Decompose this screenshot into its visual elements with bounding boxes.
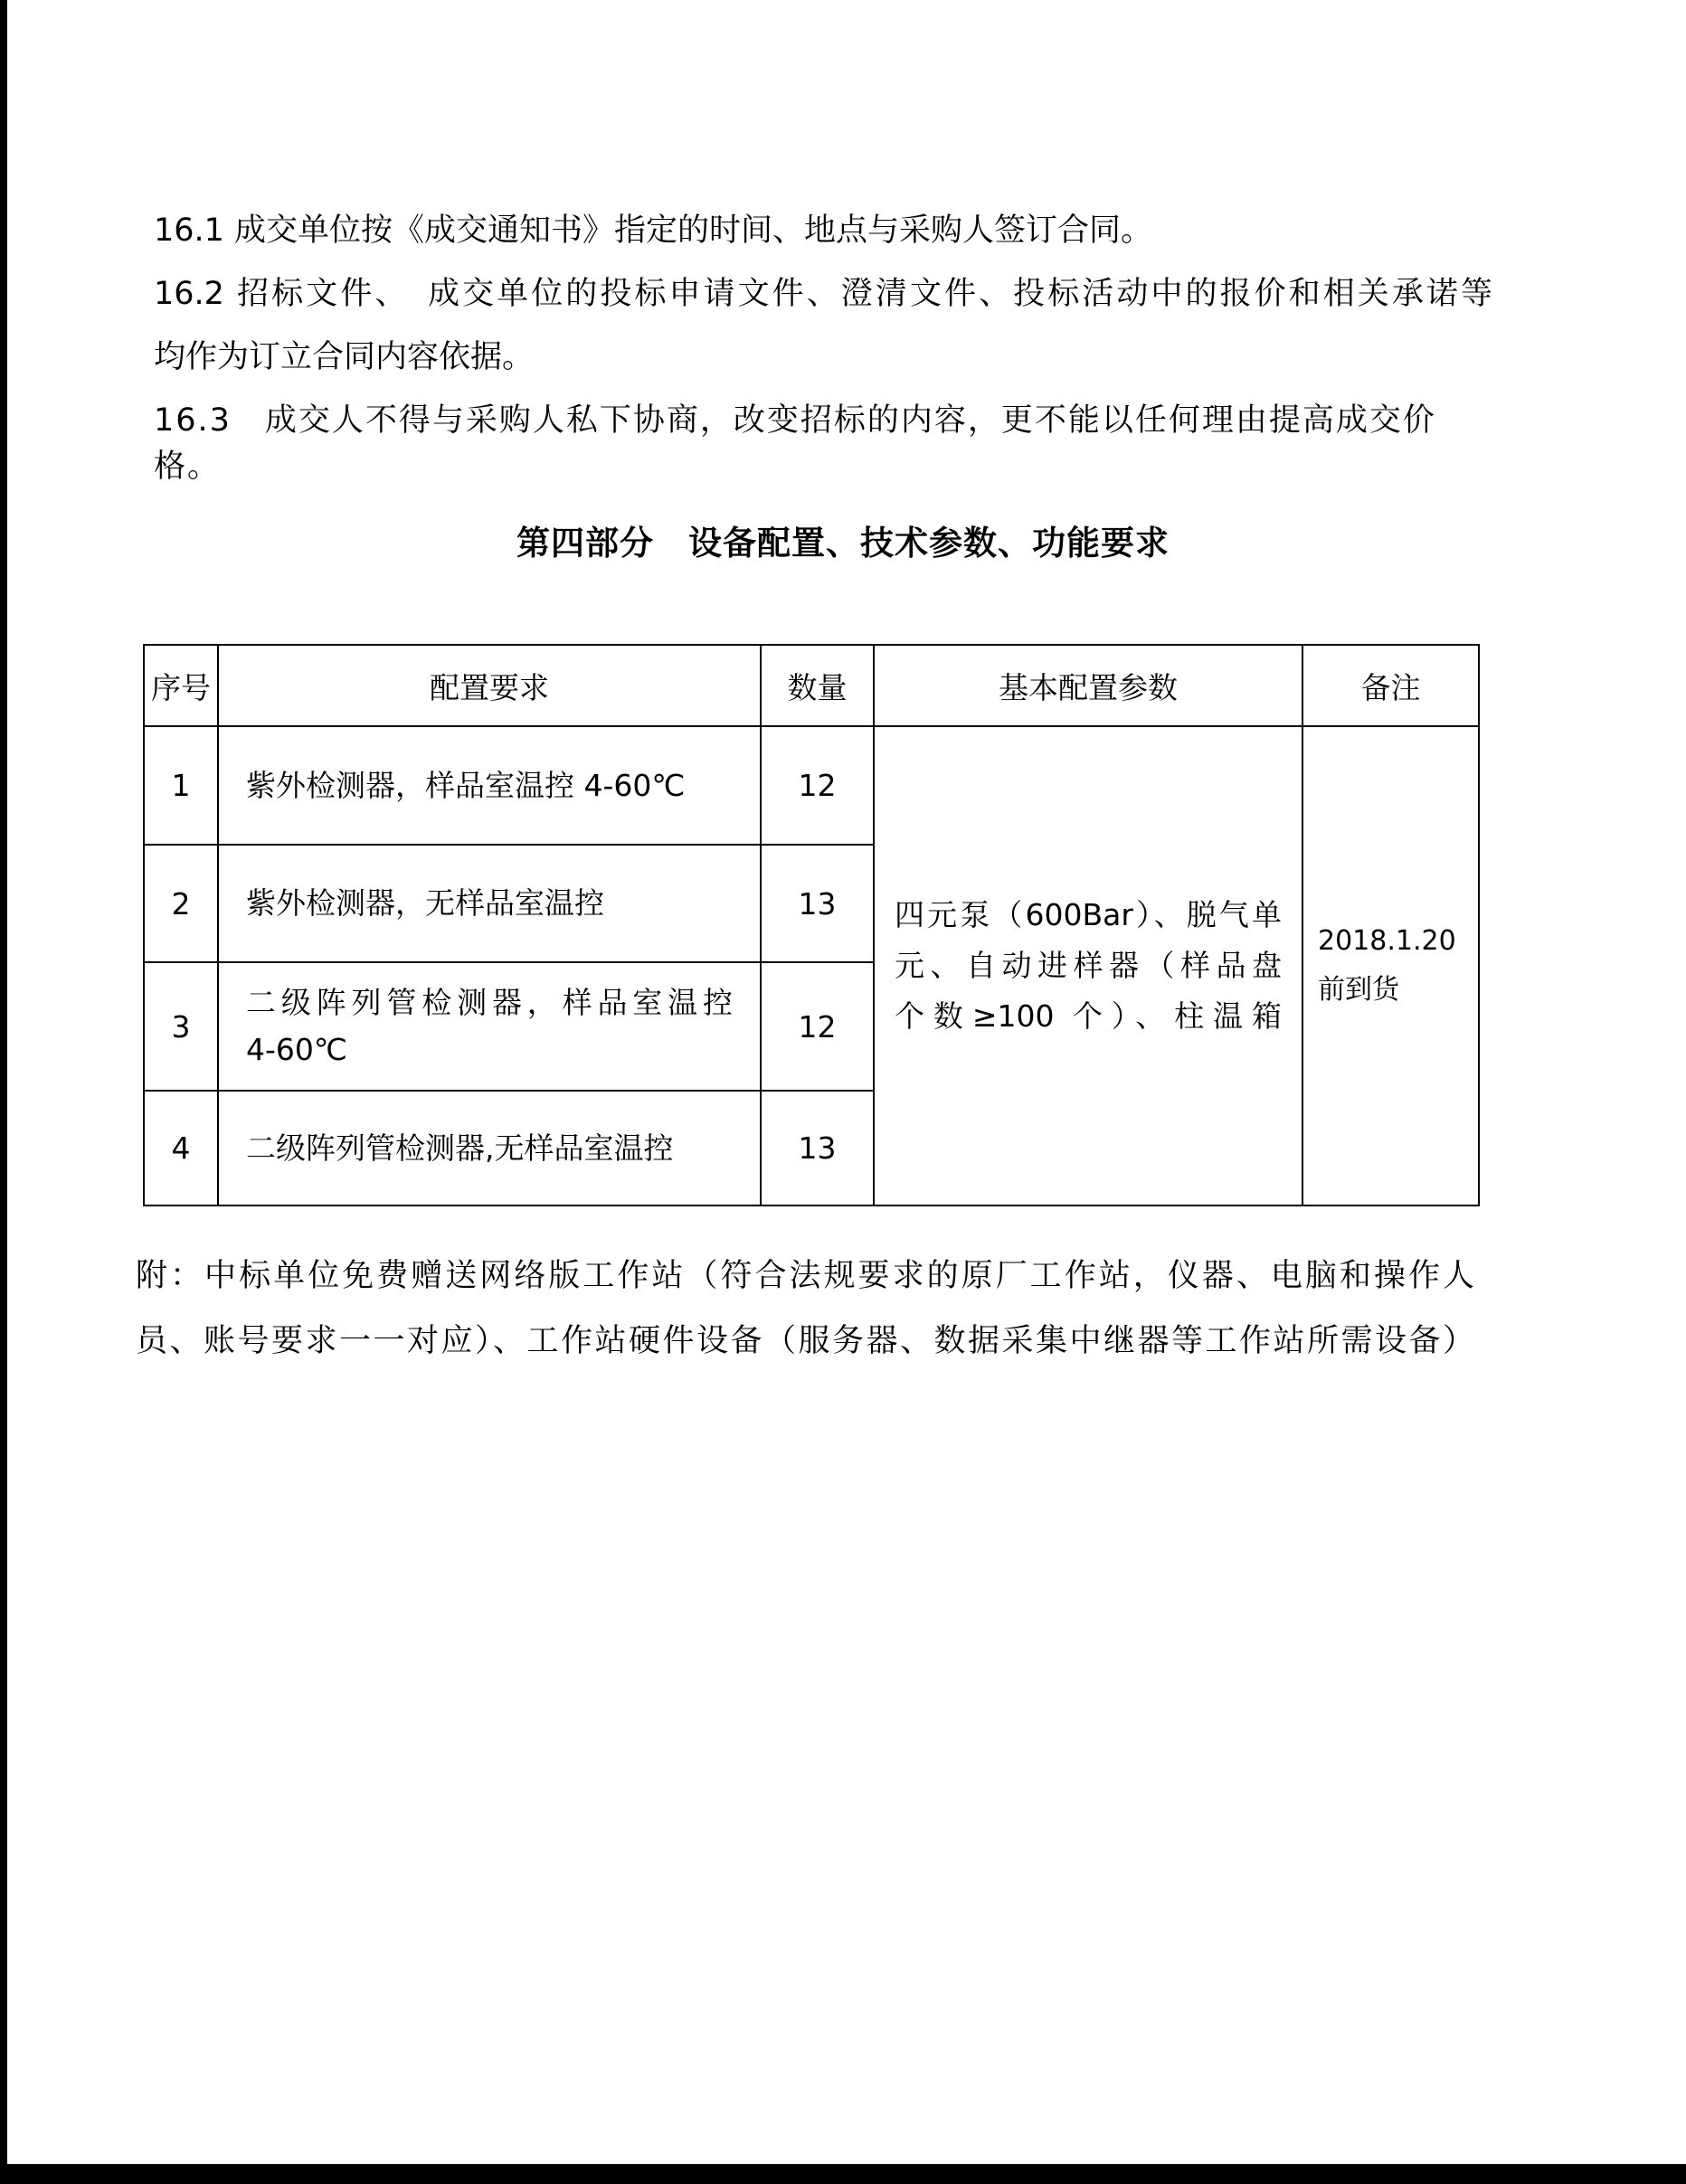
row1-no: 1	[144, 726, 218, 845]
row2-config-text: 紫外检测器，无样品室温控	[246, 885, 604, 921]
row3-config	[218, 962, 761, 1091]
params-line-3: 个数≥100 个）、柱温箱	[895, 998, 1282, 1034]
appendix-note-line-2: 员、账号要求一一对应）、工作站硬件设备（服务器、数据采集中继器等工作站所需设备）	[136, 1323, 1474, 1359]
row3-config-line-2: 4-60℃	[246, 1032, 347, 1067]
row2-config	[218, 845, 761, 962]
clause-16-1: 16.1 成交单位按《成交通知书》指定的时间、地点与采购人签订合同。	[154, 213, 1153, 249]
col-header-qty: 数量	[761, 645, 874, 726]
row2-no: 2	[144, 845, 218, 962]
row4-config-text: 二级阵列管检测器,无样品室温控	[246, 1130, 674, 1166]
clause-16-2-line-2: 均作为订立合同内容依据。	[154, 339, 535, 375]
params-line-2: 元、自动进样器（样品盘	[895, 948, 1282, 983]
row1-config	[218, 726, 761, 845]
clause-16-2-line-1: 16.2 招标文件、 成交单位的投标申请文件、澄清文件、投标活动中的报价和相关承诺等	[154, 276, 1492, 312]
spec-table	[143, 644, 1480, 1206]
appendix-note-line-1: 附：中标单位免费赠送网络版工作站（符合法规要求的原厂工作站，仪器、电脑和操作人	[136, 1258, 1474, 1294]
table-row	[144, 726, 1479, 845]
col-header-remark: 备注	[1302, 645, 1479, 726]
remark-line-2: 前到货	[1318, 974, 1399, 1006]
col-header-params: 基本配置参数	[874, 645, 1302, 726]
row4-no: 4	[144, 1091, 218, 1205]
col-header-config: 配置要求	[218, 645, 761, 726]
table-header-row	[144, 645, 1479, 726]
merged-params-cell	[874, 726, 1302, 1205]
row3-config-line-1: 二级阵列管检测器，样品室温控	[246, 985, 733, 1020]
params-line-1: 四元泵（600Bar）、脱气单	[895, 897, 1282, 932]
row4-qty: 13	[761, 1091, 874, 1205]
row2-qty: 13	[761, 845, 874, 962]
col-header-no: 序号	[144, 645, 218, 726]
clause-16-3: 16.3 成交人不得与采购人私下协商，改变招标的内容，更不能以任何理由提高成交价格。	[154, 402, 1436, 485]
row3-no: 3	[144, 962, 218, 1091]
row3-qty: 12	[761, 962, 874, 1091]
merged-remark-cell	[1302, 726, 1479, 1205]
scan-edge-bottom	[0, 2164, 1686, 2184]
row1-config-text: 紫外检测器，样品室温控 4-60℃	[246, 767, 686, 803]
row1-qty: 12	[761, 726, 874, 845]
remark-line-1: 2018.1.20	[1318, 925, 1456, 957]
row4-config	[218, 1091, 761, 1205]
scan-edge-left	[0, 0, 7, 2184]
section-heading: 第四部分 设备配置、技术参数、功能要求	[516, 524, 1170, 563]
